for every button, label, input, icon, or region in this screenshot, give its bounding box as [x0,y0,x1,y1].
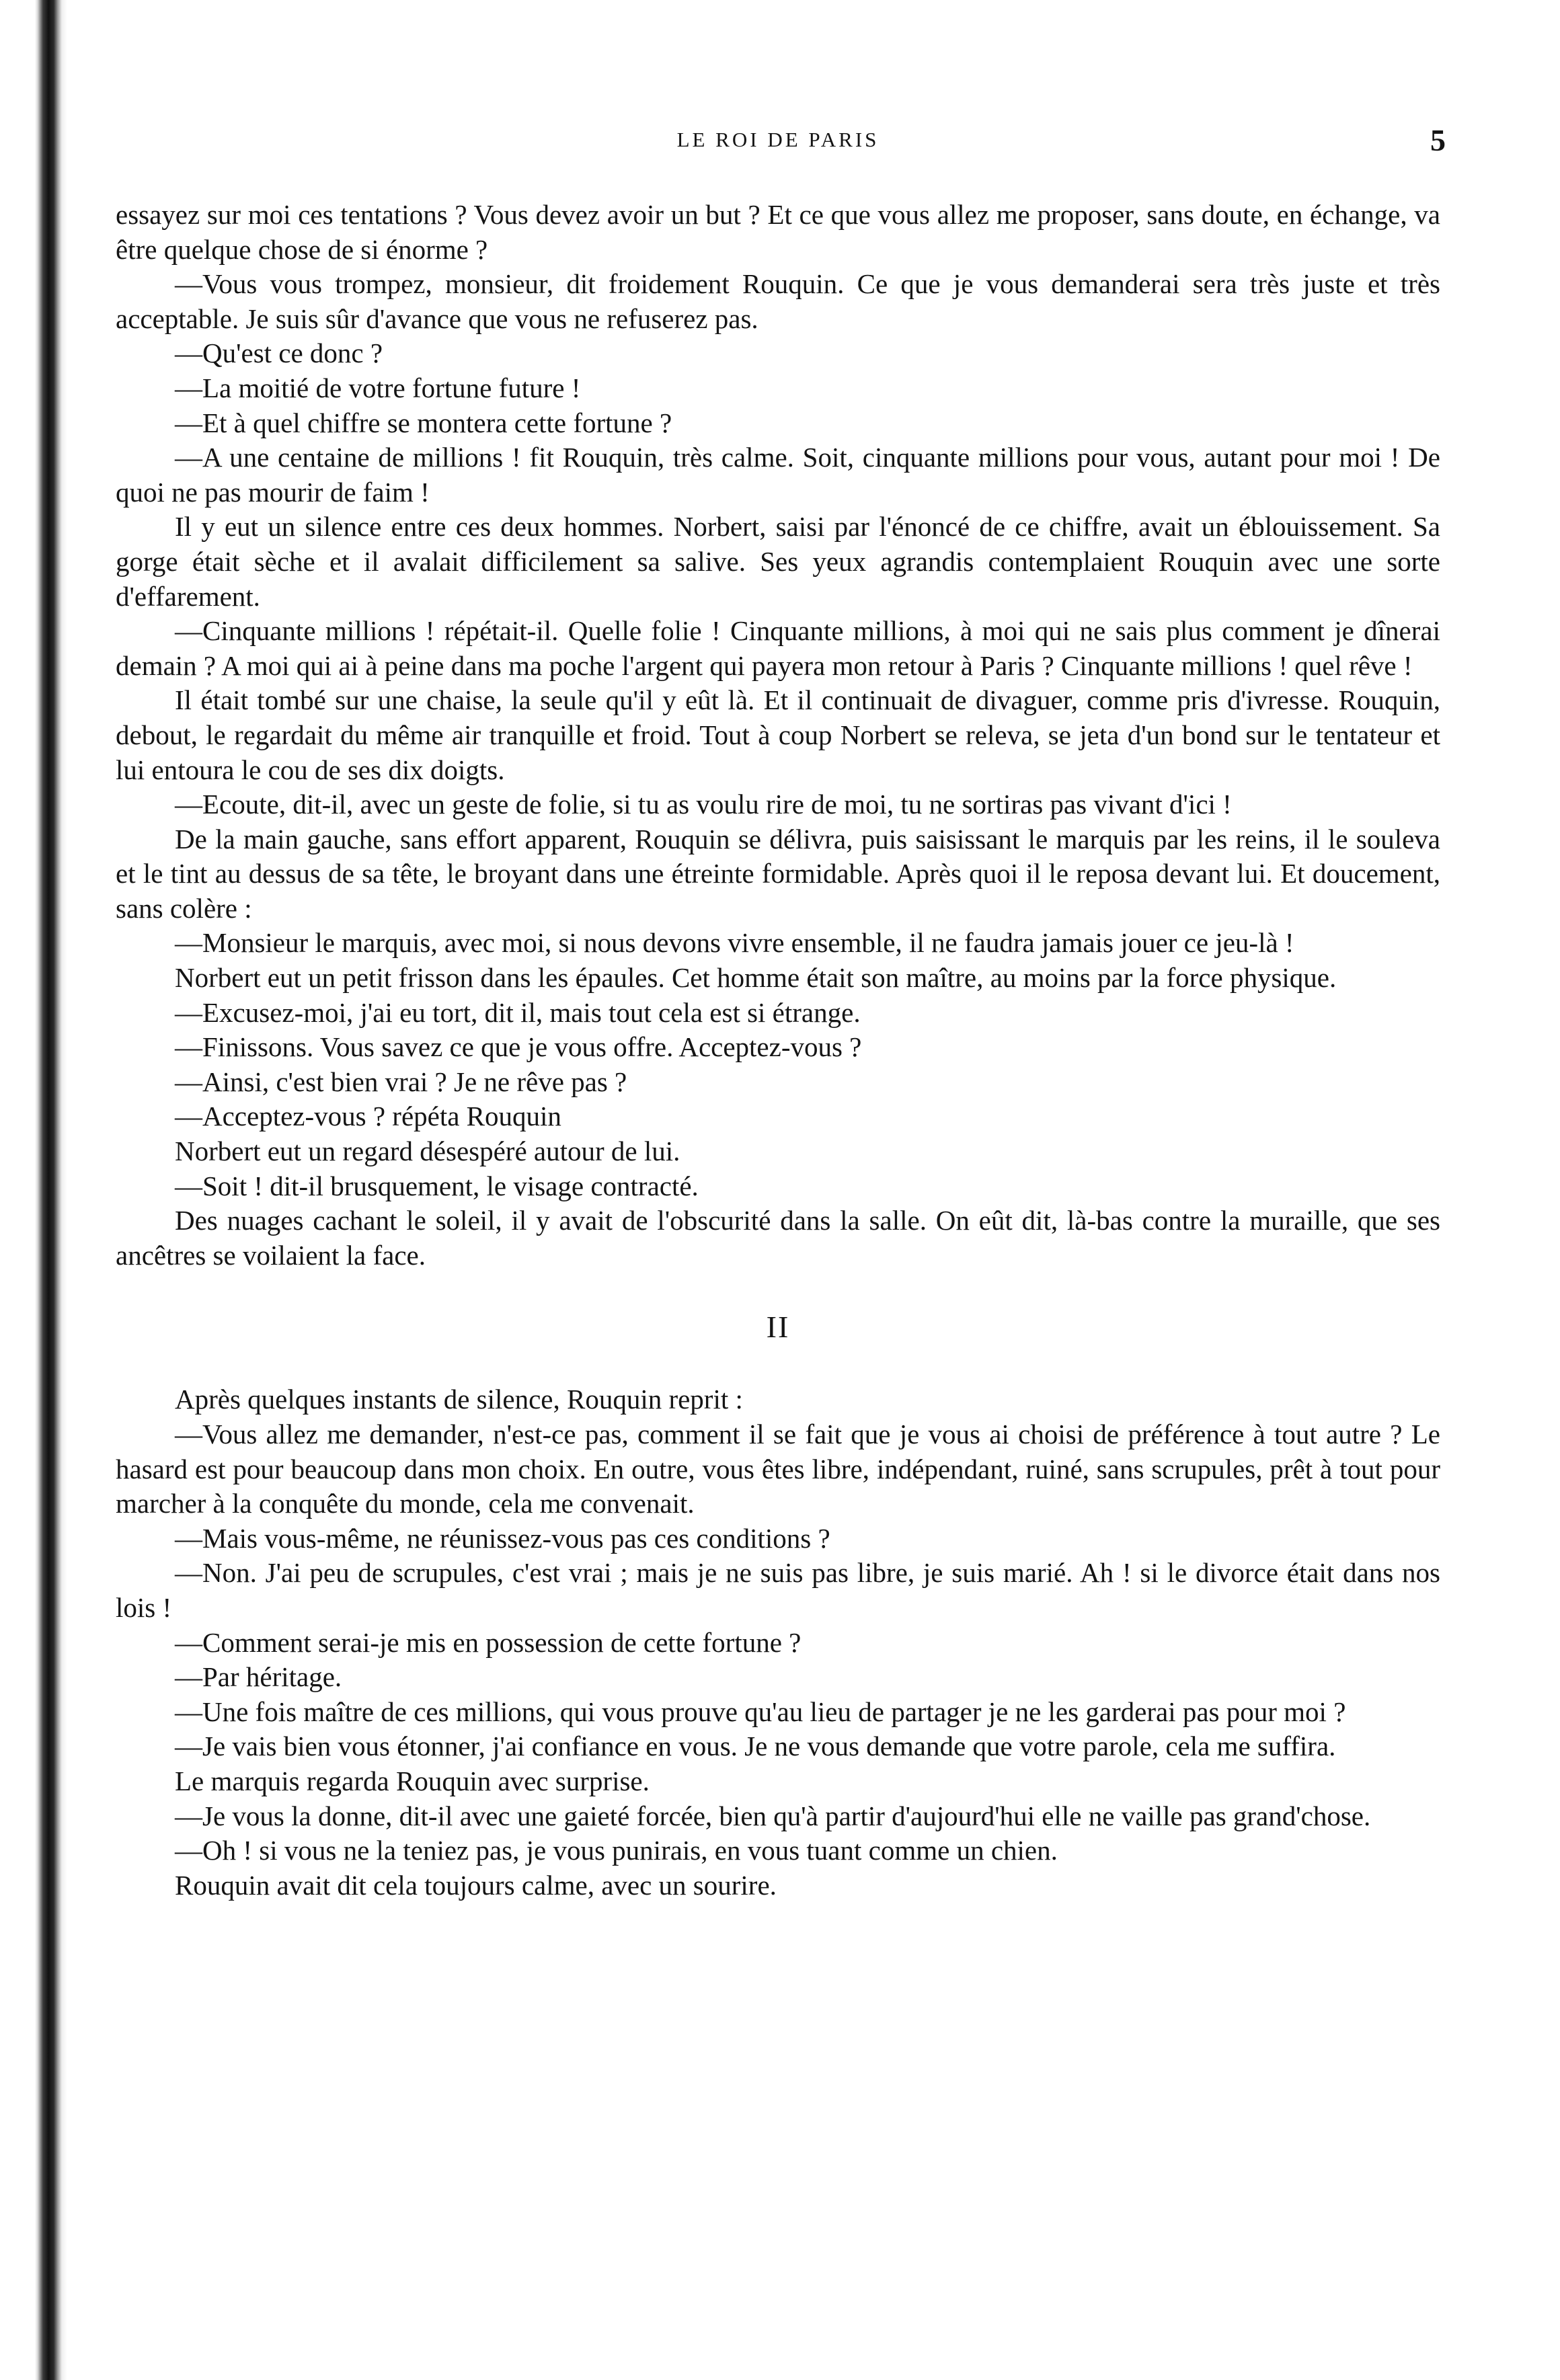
paragraph: —Oh ! si vous ne la teniez pas, je vous punirais, en vous tuant comme un chien. [175,1835,1058,1866]
paragraph: —Finissons. Vous savez ce que je vous offre. Acceptez-vous ? [175,1031,862,1063]
running-title: LE ROI DE PARIS [676,128,880,151]
book-page [116,123,1446,1903]
page-number: 5 [1430,123,1446,157]
paragraph: —Je vais bien vous étonner, j'ai confiance en vous. Je ne vous demande que votre parole, cela me suffira. [175,1731,1336,1762]
paragraph: —Non. J'ai peu de scrupules, c'est vrai ; mais je ne suis pas libre, je suis marié. Ah ! si le divorce était dans nos lois ! [116,1557,1440,1623]
paragraph: De la main gauche, sans effort apparent, Rouquin se délivra, puis saisissant le marquis par les reins, il le souleva et le tint au dessus de sa tête, le broyant dans une étreinte formidable. Après quoi il le reposa devant lui. Et doucement, sans colère : [116,823,1440,924]
paragraph: —Monsieur le marquis, avec moi, si nous devons vivre ensemble, il ne faudra jamais jouer ce jeu-là ! [175,927,1294,959]
paragraph: —Vous vous trompez, monsieur, dit froidement Rouquin. Ce que je vous demanderai sera très juste et très acceptable. Je suis sûr d'avance que vous ne refuserez pas. [116,268,1440,334]
paragraph: —Ainsi, c'est bien vrai ? Je ne rêve pas ? [175,1066,627,1097]
paragraph: —Comment serai-je mis en possession de cette fortune ? [175,1626,802,1658]
paragraph: Le marquis regarda Rouquin avec surprise. [175,1765,650,1796]
page-gutter [0,0,81,2380]
paragraph: —Soit ! dit-il brusquement, le visage contracté. [175,1170,699,1201]
running-head [116,123,1446,168]
paragraph: —Acceptez-vous ? répéta Rouquin [175,1101,561,1132]
section-one [116,198,1440,1273]
paragraph: —Une fois maître de ces millions, qui vous prouve qu'au lieu de partager je ne les garderai pas pour moi ? [175,1696,1346,1727]
paragraph: —Vous allez me demander, n'est-ce pas, comment il se fait que je vous ai choisi de préférence à tout autre ? Le hasard est pour beaucoup dans mon choix. En outre, vous êtes libre, indépendant, ruiné, sans scrupules, prêt à tout pour marcher à la conquête du monde, cela me convenait. [116,1419,1440,1519]
paragraph: Il était tombé sur une chaise, la seule qu'il y eût là. Et il continuait de divaguer, comme pris d'ivresse. Rouquin, debout, le regardait du même air tranquille et froid. Tout à coup Norbert se releva, se jeta d'un bond sur le tentateur et lui entoura le cou de ses dix doigts. [116,684,1440,785]
section-two [116,1382,1440,1903]
paragraph: —Qu'est ce donc ? [175,338,383,369]
paragraph: essayez sur moi ces tentations ? Vous devez avoir un but ? Et ce que vous allez me proposer, sans doute, en échange, va être quelque chose de si énorme ? [116,199,1440,265]
paragraph: Après quelques instants de silence, Rouquin reprit : [175,1384,743,1415]
paragraph: Norbert eut un regard désespéré autour de lui. [175,1136,680,1167]
paragraph: —Par héritage. [175,1661,342,1693]
paragraph: —Excusez-moi, j'ai eu tort, dit il, mais tout cela est si étrange. [175,996,861,1028]
paragraph: Rouquin avait dit cela toujours calme, avec un sourire. [175,1869,777,1901]
paragraph: —Cinquante millions ! répétait-il. Quelle folie ! Cinquante millions, à moi qui ne sais plus comment je dînerai demain ? A moi qui ai à peine dans ma poche l'argent qui payera mon retour à Paris ? Cinquante millions ! quel rêve ! [116,615,1440,681]
paragraph: —Ecoute, dit-il, avec un geste de folie, si tu as voulu rire de moi, tu ne sortiras pas vivant d'ici ! [175,789,1232,820]
paragraph: —La moitié de votre fortune future ! [175,372,581,403]
paragraph: Il y eut un silence entre ces deux hommes. Norbert, saisi par l'énoncé de ce chiffre, avait un éblouissement. Sa gorge était sèche et il avalait difficilement sa salive. Ses yeux agrandis contemplaient Rouquin avec une sorte d'effarement. [116,511,1440,612]
paragraph: —Et à quel chiffre se montera cette fortune ? [175,407,672,438]
chapter-heading: II [766,1310,790,1345]
paragraph: —Mais vous-même, ne réunissez-vous pas ces conditions ? [175,1522,830,1554]
paragraph: Des nuages cachant le soleil, il y avait de l'obscurité dans la salle. On eût dit, là-bas contre la muraille, que ses ancêtres se voilaient la face. [116,1205,1440,1271]
paragraph: —Je vous la donne, dit-il avec une gaieté forcée, bien qu'à partir d'aujourd'hui elle ne vaille pas grand'chose. [175,1800,1371,1831]
paragraph: —A une centaine de millions ! fit Rouquin, très calme. Soit, cinquante millions pour vous, autant pour moi ! De quoi ne pas mourir de faim ! [116,442,1440,508]
paragraph: Norbert eut un petit frisson dans les épaules. Cet homme était son maître, au moins par la force physique. [175,962,1337,994]
